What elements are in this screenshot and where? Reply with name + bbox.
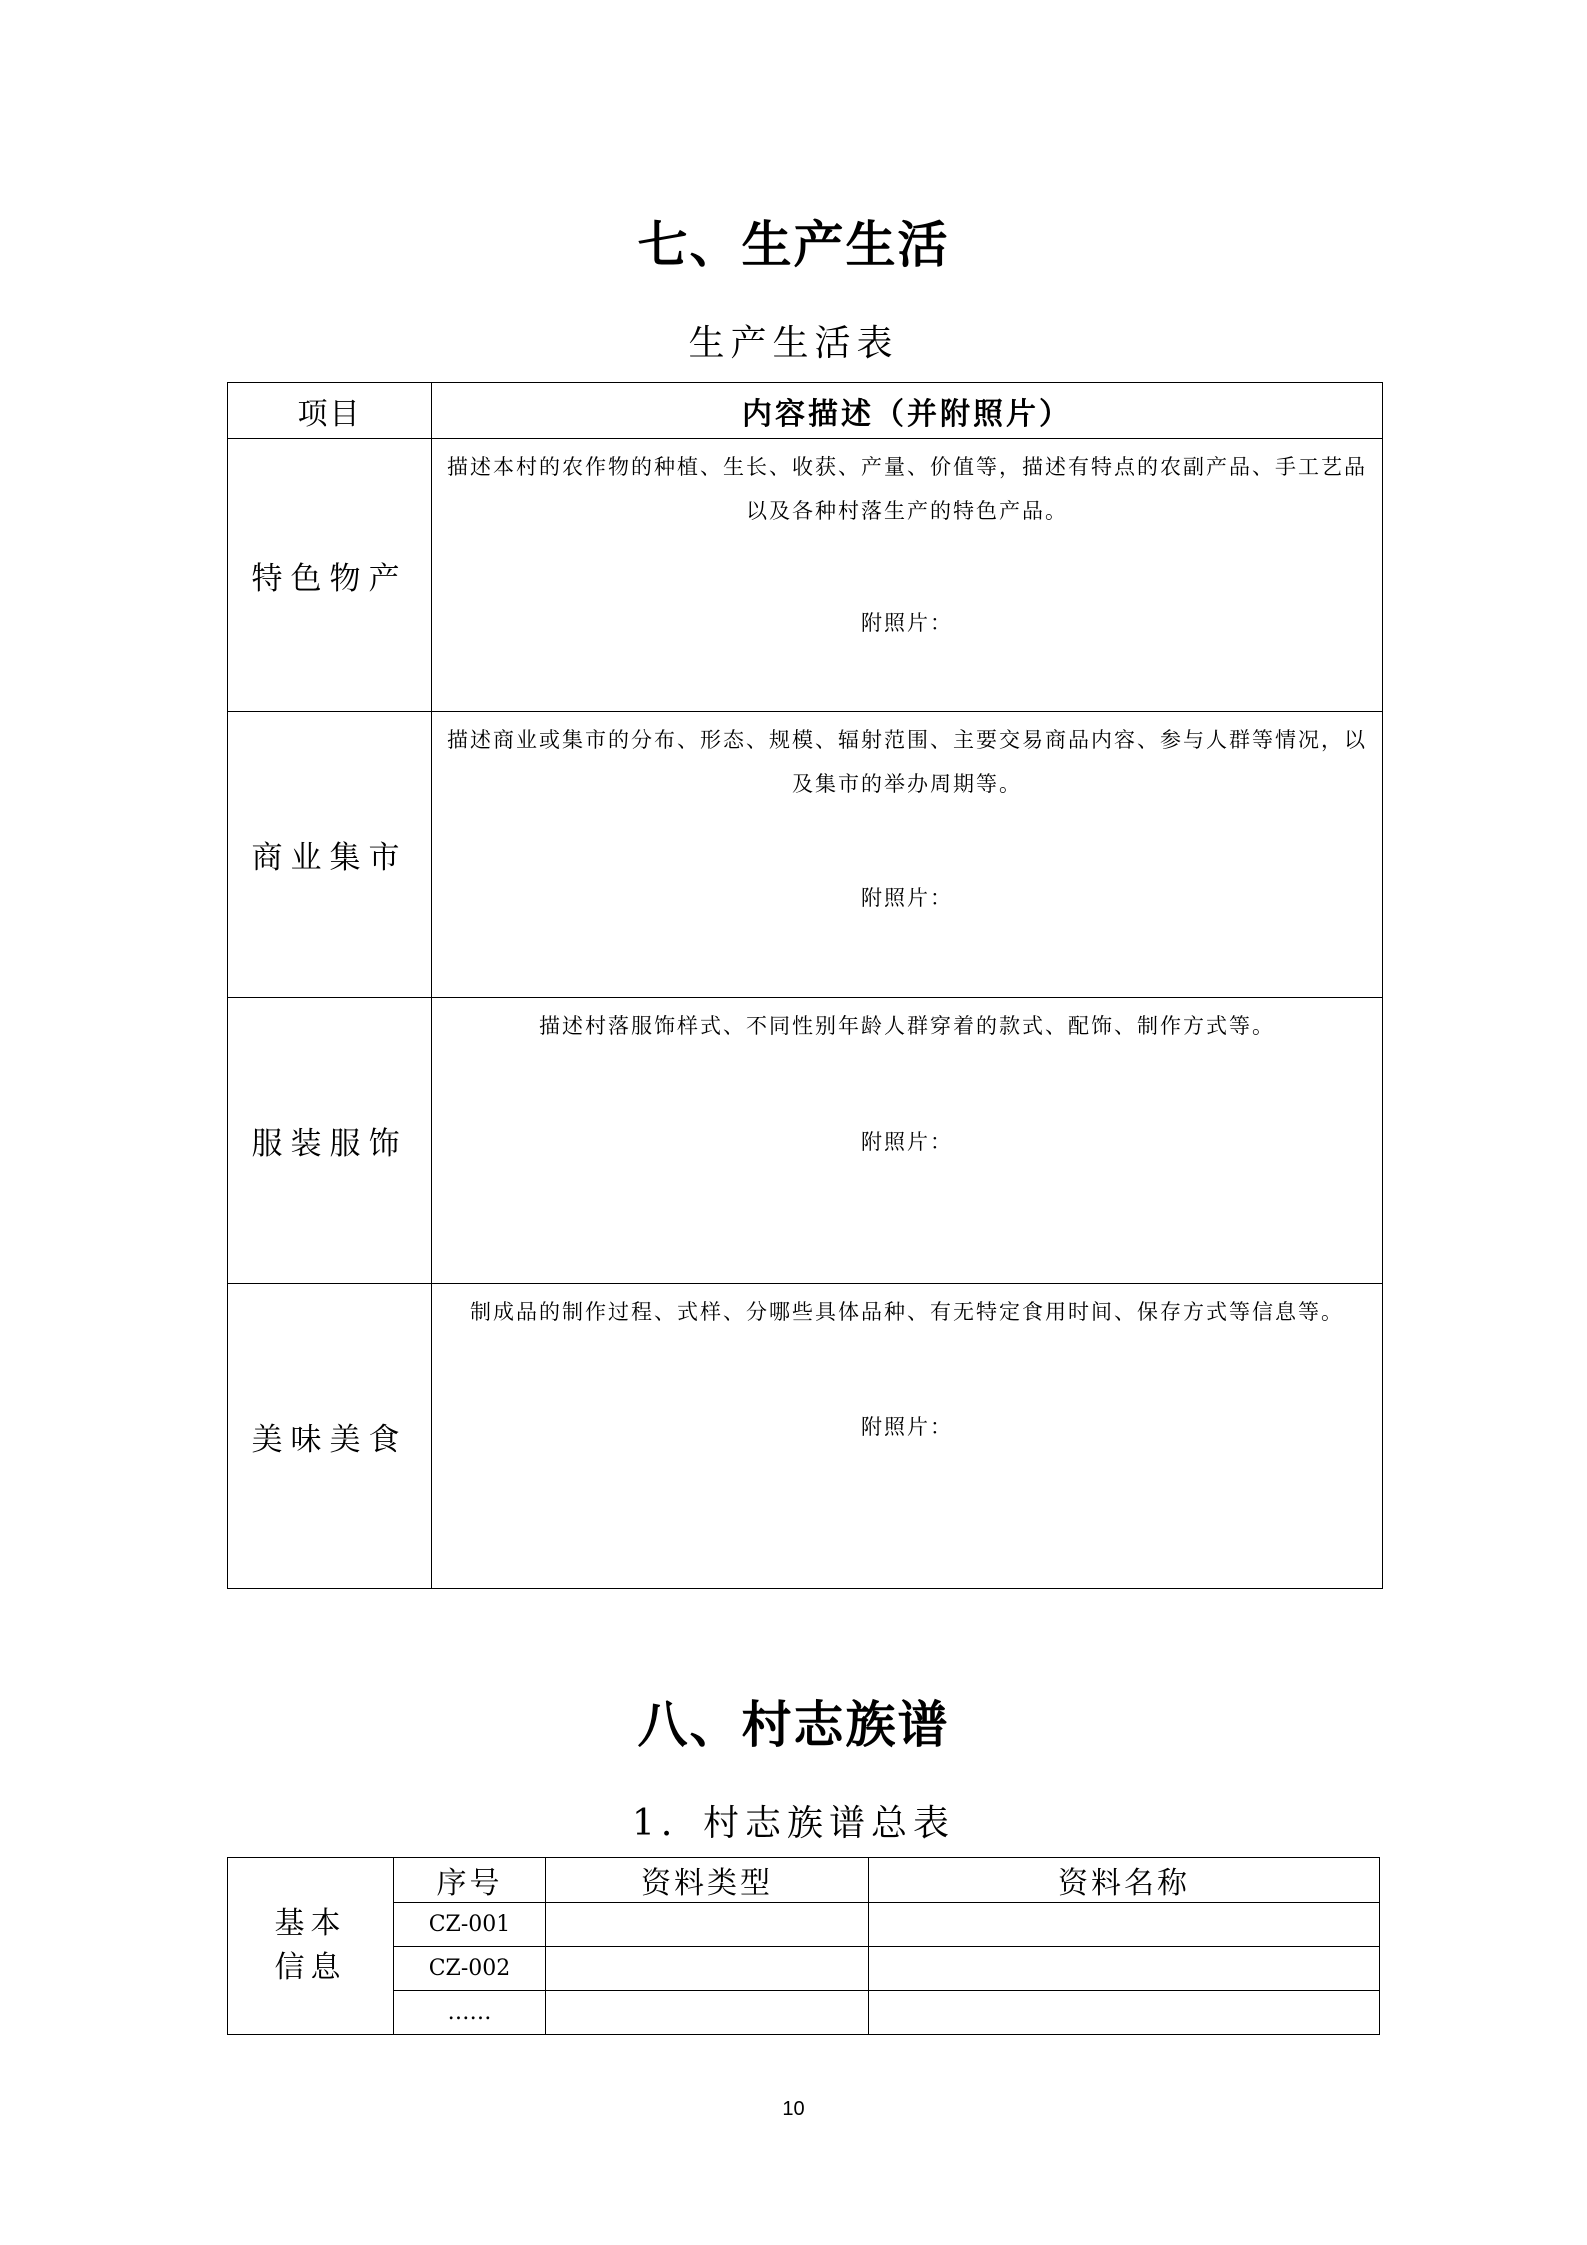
photo-label: 附照片：	[861, 886, 953, 910]
row-type[interactable]	[546, 1903, 869, 1947]
basic-info-label	[228, 1858, 394, 2035]
photo-label: 附照片：	[861, 1130, 953, 1154]
basic-info-label-line: 基本	[274, 1906, 347, 1941]
row-name[interactable]	[869, 1903, 1380, 1947]
row-description: 描述村落服饰样式、不同性别年龄人群穿着的款式、配饰、制作方式等。	[539, 1014, 1275, 1038]
basic-info-label-line: 信息	[274, 1950, 347, 1985]
table-row	[228, 998, 1383, 1284]
table-row	[228, 1991, 1380, 2035]
row-description: 描述本村的农作物的种植、生长、收获、产量、价值等，描述有特点的农副产品、手工艺品以及各种村落生产的特色产品。	[447, 455, 1367, 523]
header-description: 内容描述（并附照片）	[432, 383, 1383, 439]
table-row	[228, 712, 1383, 998]
table-header-row	[228, 383, 1383, 439]
section-8-title: 八、村志族谱	[637, 1696, 950, 1754]
table-header-row	[228, 1858, 1380, 1903]
table-row	[228, 1903, 1380, 1947]
row-serial: CZ-002	[394, 1947, 546, 1991]
row-description-cell	[432, 712, 1383, 998]
row-name[interactable]	[869, 1947, 1380, 1991]
header-serial: 序号	[394, 1858, 546, 1903]
row-type[interactable]	[546, 1947, 869, 1991]
production-life-table-title: 生产生活表	[688, 323, 899, 364]
row-description-cell	[432, 439, 1383, 712]
table-row	[228, 439, 1383, 712]
photo-label: 附照片：	[861, 1415, 953, 1439]
village-records-table-title: 1．村志族谱总表	[632, 1803, 955, 1844]
row-item-label: 特色物产	[228, 439, 432, 712]
row-name[interactable]	[869, 1991, 1380, 2035]
row-serial: ……	[394, 1991, 546, 2035]
row-description: 描述商业或集市的分布、形态、规模、辐射范围、主要交易商品内容、参与人群等情况，以及集市的举办周期等。	[447, 728, 1367, 796]
row-description-cell	[432, 1284, 1383, 1589]
village-records-table	[227, 1857, 1380, 2035]
row-item-label: 美味美食	[228, 1284, 432, 1589]
table-row	[228, 1284, 1383, 1589]
header-name: 资料名称	[869, 1858, 1380, 1903]
production-life-table	[227, 382, 1383, 1589]
row-serial: CZ-001	[394, 1903, 546, 1947]
row-description: 制成品的制作过程、式样、分哪些具体品种、有无特定食用时间、保存方式等信息等。	[470, 1300, 1344, 1324]
header-type: 资料类型	[546, 1858, 869, 1903]
row-item-label: 服装服饰	[228, 998, 432, 1284]
section-7-title: 七、生产生活	[637, 216, 950, 274]
photo-label: 附照片：	[861, 611, 953, 635]
row-type[interactable]	[546, 1991, 869, 2035]
header-item: 项目	[228, 383, 432, 439]
page-number: 10	[782, 2098, 805, 2120]
row-description-cell	[432, 998, 1383, 1284]
row-item-label: 商业集市	[228, 712, 432, 998]
table-row	[228, 1947, 1380, 1991]
